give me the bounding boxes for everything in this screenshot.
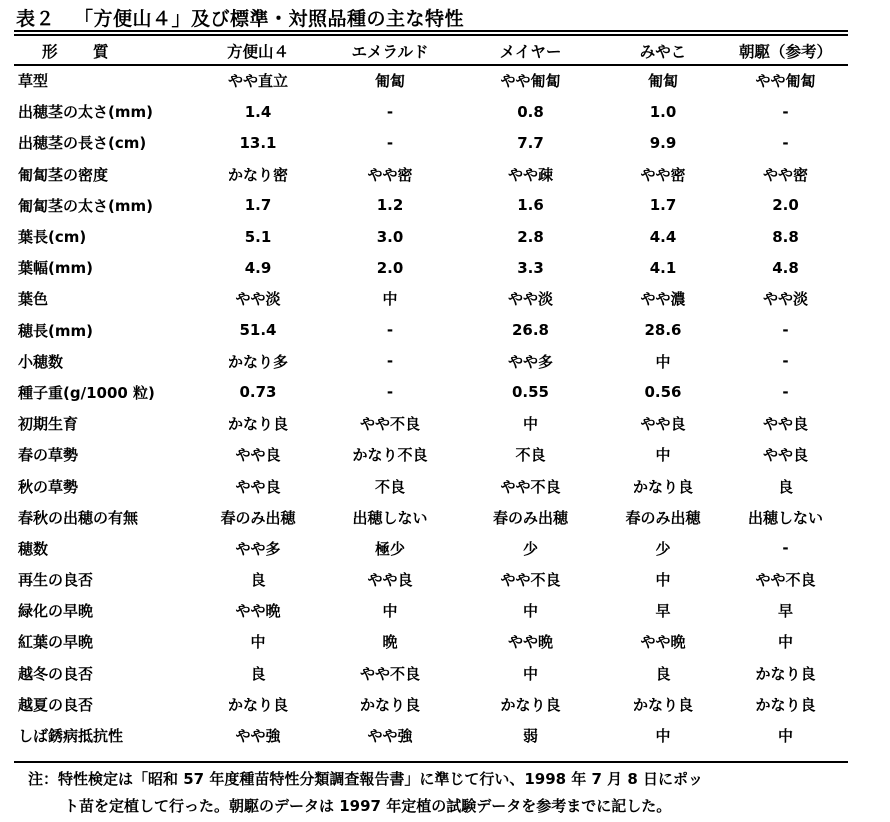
trait-value: やや直立: [227, 72, 288, 91]
trait-value: やや多: [507, 352, 553, 371]
trait-value: 0.73: [239, 383, 277, 402]
footnote: [28, 766, 868, 820]
trait-value: 0.55: [511, 383, 549, 402]
table-row: [14, 96, 848, 127]
trait-value: 良: [250, 571, 266, 590]
trait-value: -: [386, 383, 394, 402]
trait-value: やや不良: [359, 664, 420, 683]
trait-value: 中: [655, 352, 671, 371]
table-row: [14, 221, 848, 252]
trait-value: かなり多: [227, 352, 288, 371]
trait-value: 良: [777, 477, 793, 496]
trait-value: 1.6: [517, 196, 544, 215]
trait-value: やや淡: [235, 290, 281, 309]
trait-label: 初期生育: [18, 415, 79, 434]
trait-value: かなり良: [227, 415, 288, 434]
trait-value: 匍匐: [374, 72, 405, 91]
trait-value: -: [782, 102, 789, 121]
trait-label: 緑化の早晩: [18, 602, 94, 621]
table-row: [14, 252, 848, 283]
trait-label: 葉色: [18, 290, 49, 309]
trait-value: やや不良: [359, 415, 420, 434]
trait-value: -: [386, 352, 394, 371]
trait-value: 2.8: [517, 227, 544, 246]
trait-value: やや晩: [235, 602, 281, 621]
trait-value: 匍匐: [647, 72, 678, 91]
trait-value: かなり良: [632, 477, 693, 496]
trait-value: やや淡: [507, 290, 553, 309]
trait-value: 2.0: [376, 258, 404, 277]
trait-label: 春の草勢: [18, 446, 79, 465]
table-row: [14, 439, 848, 470]
trait-value: -: [782, 352, 789, 371]
trait-value: やや強: [235, 727, 281, 746]
trait-value: -: [782, 321, 789, 340]
table-row: [14, 689, 848, 720]
trait-value: かなり不良: [352, 446, 428, 465]
trait-value: 中: [655, 571, 671, 590]
table-body: [14, 65, 848, 751]
trait-value: やや強: [367, 727, 413, 746]
trait-value: 不良: [515, 446, 546, 465]
trait-value: やや不良: [500, 477, 561, 496]
trait-value: 28.6: [644, 321, 682, 340]
column-header: みやこ: [639, 42, 687, 61]
trait-label: 草型: [18, 72, 49, 91]
trait-value: 中: [655, 446, 671, 465]
trait-value: 晩: [382, 633, 398, 652]
trait-value: 中: [382, 290, 398, 309]
trait-value: 中: [382, 602, 398, 621]
trait-value: かなり密: [227, 165, 288, 184]
trait-value: やや良: [762, 415, 808, 434]
trait-value: 1.7: [244, 196, 272, 215]
trait-value: やや淡: [762, 290, 808, 309]
trait-label: 越冬の良否: [18, 664, 94, 683]
table-row: [14, 408, 848, 439]
trait-value: 0.56: [644, 383, 682, 402]
trait-value: -: [386, 321, 394, 340]
trait-value: やや良: [235, 446, 281, 465]
trait-label: 出穂茎の長さ(cm): [18, 134, 147, 153]
trait-value: 中: [777, 633, 793, 652]
trait-value: やや密: [640, 165, 686, 184]
trait-value: 中: [777, 727, 793, 746]
table-row: [14, 159, 848, 190]
trait-label: 葉長(cm): [18, 228, 87, 247]
trait-value: やや晩: [640, 633, 686, 652]
trait-value: 春のみ出穂: [492, 508, 568, 527]
trait-value: 51.4: [239, 321, 277, 340]
trait-value: 4.4: [649, 227, 677, 246]
trait-value: やや良: [367, 571, 413, 590]
trait-value: やや疎: [507, 165, 553, 184]
trait-value: やや良: [640, 415, 686, 434]
table-row: [14, 315, 848, 346]
traits-table: [14, 36, 848, 751]
column-header: エメラルド: [351, 42, 429, 61]
table-row: [14, 720, 848, 751]
trait-label: 出穂茎の太さ(mm): [18, 103, 153, 122]
trait-value: 極少: [374, 539, 405, 558]
trait-value: やや匍匐: [500, 72, 561, 91]
trait-value: 中: [655, 727, 671, 746]
trait-value: 13.1: [239, 133, 277, 152]
trait-value: 3.3: [517, 258, 544, 277]
trait-label: 越夏の良否: [18, 695, 94, 714]
trait-value: 早: [777, 602, 793, 621]
trait-value: 1.0: [649, 102, 677, 121]
table-row: [14, 502, 848, 533]
header-row: [14, 36, 848, 65]
column-header: 形 質: [42, 42, 119, 61]
trait-value: かなり良: [500, 695, 561, 714]
trait-value: かなり良: [227, 695, 288, 714]
trait-label: 匍匐茎の太さ(mm): [18, 196, 153, 215]
trait-value: 1.7: [649, 196, 677, 215]
trait-label: 穂長(mm): [18, 321, 93, 340]
trait-label: 紅葉の早晩: [18, 633, 94, 652]
trait-value: 良: [250, 664, 266, 683]
trait-value: かなり良: [755, 664, 816, 683]
trait-value: 弱: [522, 727, 538, 746]
table-title: [16, 4, 464, 31]
trait-value: 3.0: [376, 227, 404, 246]
trait-label: 秋の草勢: [18, 477, 79, 496]
trait-value: -: [386, 133, 394, 152]
trait-value: 8.8: [772, 227, 799, 246]
table-row: [14, 533, 848, 564]
trait-value: 良: [655, 664, 671, 683]
trait-value: 少: [655, 539, 671, 558]
trait-label: 春秋の出穂の有無: [18, 508, 139, 527]
table-row: [14, 595, 848, 626]
trait-value: 5.1: [244, 227, 272, 246]
column-header: 方便山４: [226, 42, 289, 61]
trait-value: やや多: [235, 539, 281, 558]
trait-value: 4.8: [772, 258, 799, 277]
table-number: 表２: [16, 8, 56, 30]
trait-value: 出穂しない: [352, 508, 428, 527]
trait-value: -: [386, 102, 394, 121]
footnote-line-2: ト苗を定植して行った。朝駆のデータは 1997 年定植の試験データを参考までに記した。: [64, 797, 672, 815]
trait-value: -: [782, 539, 789, 558]
trait-label: 再生の良否: [18, 571, 94, 590]
trait-value: 早: [655, 602, 671, 621]
table-row: [14, 377, 848, 408]
trait-value: 2.0: [772, 196, 799, 215]
trait-value: かなり良: [359, 695, 420, 714]
trait-value: やや密: [367, 165, 413, 184]
trait-value: 0.8: [517, 102, 544, 121]
trait-value: -: [782, 383, 789, 402]
trait-value: 1.2: [376, 196, 404, 215]
table-caption: 「方便山４」及び標準・対照品種の主な特性: [74, 8, 465, 30]
table-row: [14, 564, 848, 595]
bottom-rule: [14, 761, 848, 763]
table-row: [14, 346, 848, 377]
trait-value: 春のみ出穂: [625, 508, 701, 527]
table-row: [14, 626, 848, 657]
trait-value: 26.8: [511, 321, 549, 340]
table-row: [14, 283, 848, 314]
table-row: [14, 65, 848, 96]
trait-label: 穂数: [18, 539, 49, 558]
trait-label: 小穂数: [18, 352, 64, 371]
trait-value: 中: [522, 664, 538, 683]
trait-value: -: [782, 133, 789, 152]
table-row: [14, 658, 848, 689]
trait-value: 9.9: [649, 133, 677, 152]
trait-value: 4.9: [244, 258, 272, 277]
trait-value: 4.1: [649, 258, 677, 277]
trait-label: しば銹病抵抗性: [18, 727, 124, 746]
trait-value: 中: [250, 633, 266, 652]
trait-value: やや晩: [507, 633, 553, 652]
trait-value: かなり良: [755, 695, 816, 714]
top-rule: [14, 30, 848, 32]
table-row: [14, 470, 848, 501]
trait-value: やや不良: [500, 571, 561, 590]
trait-label: 種子重(g/1000 粒): [18, 383, 155, 402]
trait-value: 不良: [374, 477, 405, 496]
table-row: [14, 190, 848, 221]
trait-value: やや良: [235, 477, 281, 496]
trait-value: やや濃: [640, 290, 686, 309]
column-header: メイヤー: [499, 42, 562, 61]
trait-label: 匍匐茎の密度: [18, 165, 109, 184]
trait-value: 春のみ出穂: [220, 508, 296, 527]
trait-value: 7.7: [517, 133, 544, 152]
table-row: [14, 127, 848, 158]
trait-value: やや匍匐: [755, 72, 816, 91]
trait-label: 葉幅(mm): [18, 259, 93, 278]
trait-value: 中: [522, 415, 538, 434]
trait-value: やや良: [762, 446, 808, 465]
trait-value: 中: [522, 602, 538, 621]
trait-value: 少: [522, 539, 538, 558]
trait-value: 1.4: [244, 102, 272, 121]
footnote-line-1: 注：特性検定は「昭和 57 年度種苗特性分類調査報告書」に準じて行い、1998 年 7 月 8 日にポッ: [28, 770, 704, 788]
column-header: 朝駆（参考）: [738, 42, 832, 61]
trait-value: やや不良: [755, 571, 816, 590]
trait-value: かなり良: [632, 695, 693, 714]
trait-value: 出穂しない: [747, 508, 823, 527]
trait-value: やや密: [762, 165, 808, 184]
